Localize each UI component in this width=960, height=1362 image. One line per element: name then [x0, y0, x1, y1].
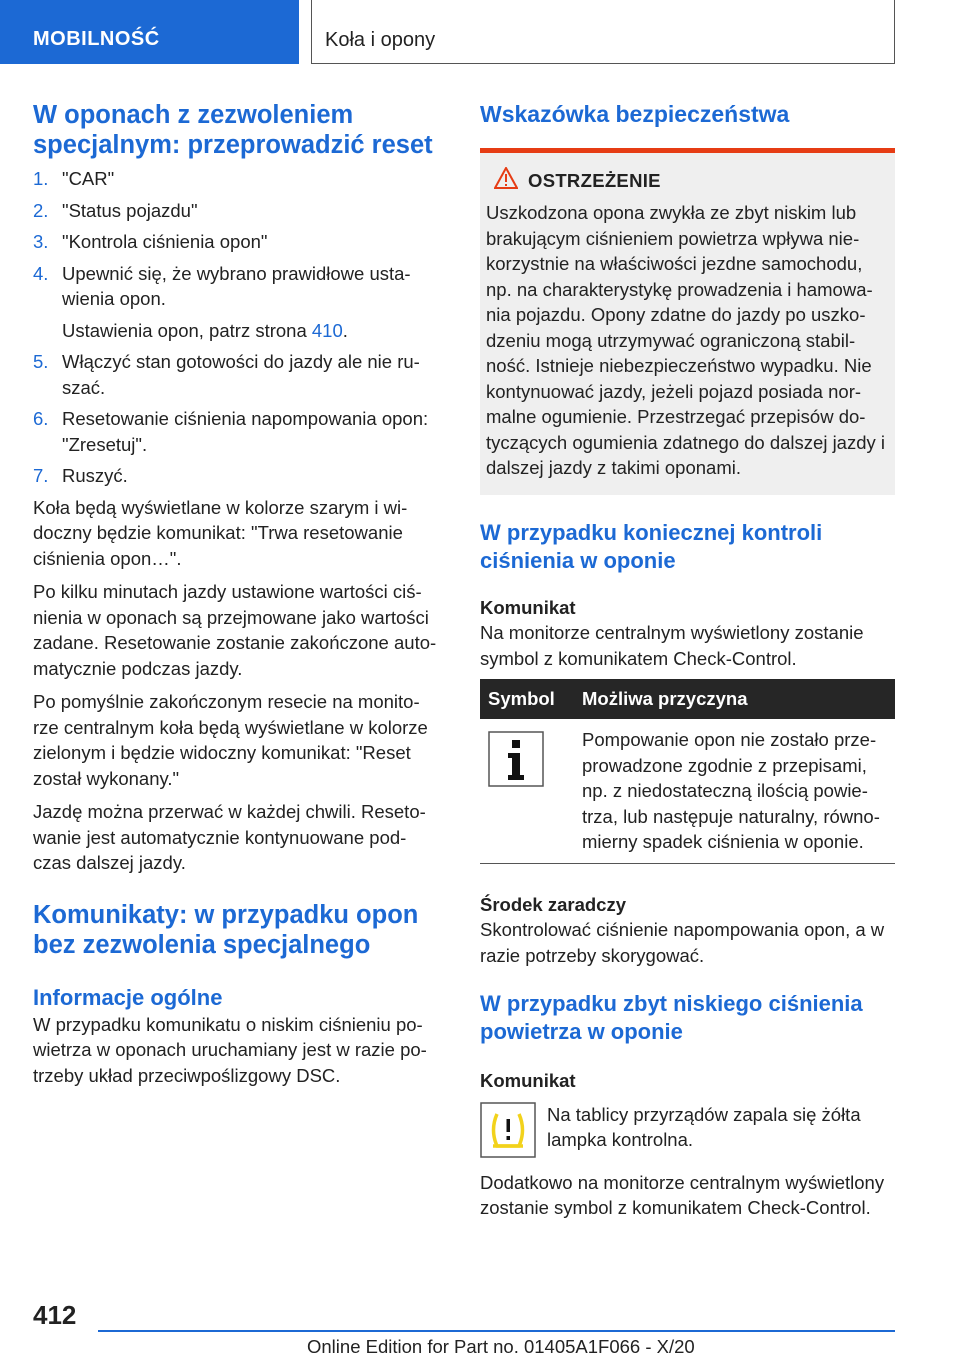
step-note	[33, 318, 438, 344]
left-column	[33, 100, 438, 1088]
warning-text: Uszkodzona opona zwykła ze zbyt niskim lub brakującym ciśnieniem powietrza wpływa niekorzystnie na właściwości jezdne samochodu, np. na charakterystykę prowadzenia i hamowania pojazdu. Opony zdatne do jazdy po uszkodzeniu mogą utrzymywać ograniczoną stabilność. Istnieje niebezpieczeństwo wypadku. Nie kontynuować jazdy, jeżeli pojazd posiada normalne ogumienie. Przestrzegać przepisów dotyczących ogumienia zdatnego do dalszej jazdy i dalszej jazdy z takimi oponami.	[486, 202, 886, 478]
step-text: Włączyć stan gotowości do jazdy ale nie ruszać.	[62, 351, 420, 398]
lamp-message-text: Na tablicy przyrządów zapala się żółta lampka kontrolna.	[547, 1103, 861, 1150]
edition-text: Online Edition for Part no. 01405A1F066 - X/20	[307, 1336, 695, 1357]
list-item	[33, 463, 438, 489]
reset-steps	[33, 166, 438, 312]
warning-box	[480, 148, 895, 495]
message-heading: Komunikat	[480, 596, 576, 618]
warning-title	[494, 167, 887, 194]
chapter-title: Koła i opony	[325, 29, 436, 51]
remedy-heading: Środek zaradczy	[480, 893, 627, 915]
step-number: 6.	[33, 408, 49, 429]
symbol-cell	[480, 719, 574, 863]
right-column	[480, 100, 895, 1221]
paragraph: Koła będą wyświetlane w kolorze szarym i widoczny będzie komunikat: "Trwa resetowanie ciśnienia opon…".	[33, 496, 408, 569]
general-info-heading: Informacje ogólne	[33, 984, 223, 1010]
step-number: 5.	[33, 351, 49, 372]
note-text: Ustawienia opon, patrz strona	[62, 319, 312, 341]
step-text: "Kontrola ciśnienia opon"	[62, 231, 268, 252]
paragraph: Dodatkowo na monitorze centralnym wyświetlony zostanie symbol z komunikatem Check-Control.	[480, 1171, 885, 1218]
list-item	[33, 406, 438, 457]
table-row	[480, 719, 895, 863]
step-text: Ruszyć.	[62, 465, 128, 486]
lamp-message	[480, 1102, 895, 1158]
step-text: "Status pojazdu"	[62, 199, 198, 221]
list-item	[33, 166, 438, 192]
step-number: 7.	[33, 465, 49, 486]
info-icon	[488, 731, 566, 787]
remedy-text: Skontrolować ciśnienie napompowania opon, a w razie potrzeby skorygować.	[480, 919, 885, 966]
messages-heading: Komunikaty: w przypadku opon bez zezwolenia specjalnego	[33, 900, 419, 959]
message-text: Na monitorze centralnym wyświetlony zostanie symbol z komunikatem Check-Control.	[480, 622, 864, 669]
step-text: Upewnić się, że wybrano prawidłowe ustawienia opon.	[62, 262, 411, 309]
low-pressure-heading: W przypadku zbyt niskiego ciśnienia powietrza w oponie	[480, 991, 863, 1044]
list-item	[33, 349, 438, 400]
note-period: .	[342, 319, 348, 341]
warning-triangle-icon	[494, 167, 518, 194]
paragraph: Po pomyślnie zakończonym resecie na monitorze centralnym koła będą wyświetlane w kolorze zielonym i będzie widoczny komunikat: "Reset został wykonany."	[33, 691, 428, 789]
list-item	[33, 198, 438, 224]
table-header-symbol: Symbol	[480, 679, 574, 719]
cause-cell: Pompowanie opon nie zostało przeprowadzone zgodnie z przepisami, np. z niedostateczną ilością powietrza, lub następuje naturalny, równomierny spadek ciśnienia w oponie.	[574, 719, 895, 863]
section-title: MOBILNOŚĆ	[33, 28, 160, 50]
paragraph: W przypadku komunikatu o niskim ciśnieniu powietrza w oponach uruchamiany jest w razie potrzeby układ przeciwpoślizgowy DSC.	[33, 1013, 427, 1086]
safety-heading: Wskazówka bezpieczeństwa	[480, 101, 790, 127]
step-text: Resetowanie ciśnienia napompowania opon: "Zresetuj".	[62, 408, 429, 455]
message-heading: Komunikat	[480, 1070, 576, 1091]
reset-steps-cont	[33, 349, 438, 489]
step-number: 3.	[33, 231, 49, 252]
warning-label: OSTRZEŻENIE	[528, 169, 661, 191]
page-number: 412	[33, 1300, 77, 1330]
tire-pressure-warning-icon	[480, 1102, 536, 1158]
page-link[interactable]: 410	[311, 319, 343, 341]
paragraph: Jazdę można przerwać w każdej chwili. Resetowanie jest automatycznie kontynuowane podczas dalszej jazdy.	[33, 801, 426, 873]
reset-heading: W oponach z zezwoleniem specjalnym: przeprowadzić reset	[33, 101, 433, 159]
step-number: 4.	[33, 262, 49, 284]
chapter-header	[311, 0, 895, 64]
list-item	[33, 261, 438, 312]
footer-divider	[98, 1330, 895, 1332]
step-text: "CAR"	[62, 168, 115, 189]
step-number: 2.	[33, 199, 49, 221]
paragraph: Po kilku minutach jazdy ustawione wartości ciśnienia w oponach są przejmowane jako wartości zadane. Resetowanie zostanie zakończone automatycznie podczas jazdy.	[33, 581, 437, 679]
table-header-cause: Możliwa przyczyna	[574, 679, 895, 719]
step-number: 1.	[33, 168, 49, 189]
pressure-check-heading: W przypadku koniecznej kontroli ciśnienia w oponie	[480, 519, 823, 573]
symbol-table	[480, 679, 895, 864]
section-tab	[0, 0, 299, 64]
list-item	[33, 229, 438, 255]
